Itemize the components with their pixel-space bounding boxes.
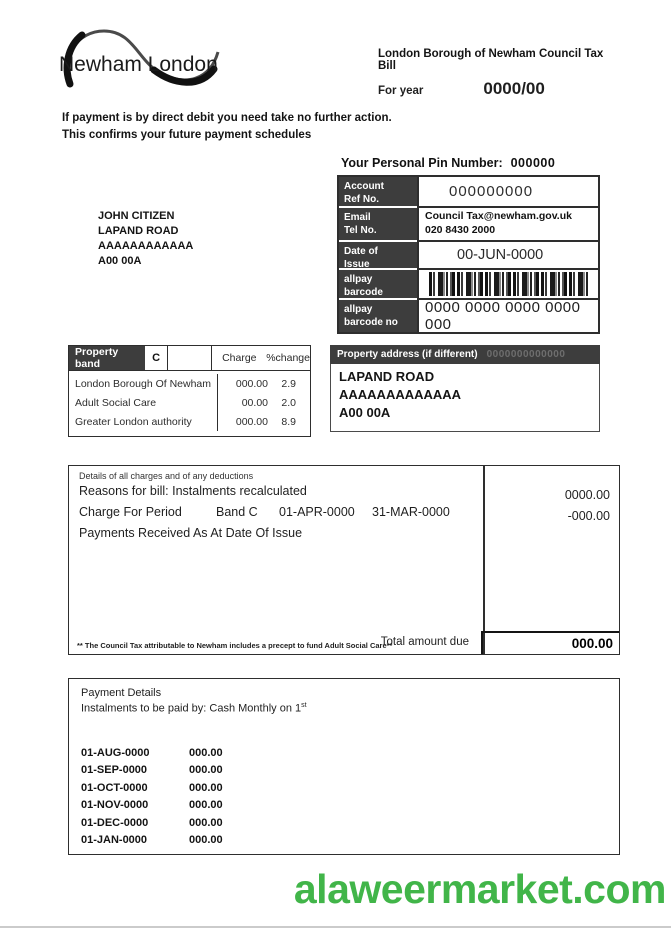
total-amount-due-label: Total amount due: [380, 636, 469, 648]
account-ref-label: Account Ref No.: [339, 177, 417, 208]
charges-amount-divider: [483, 466, 485, 654]
property-band-body: [69, 371, 310, 436]
ordinal-suffix: st: [301, 702, 307, 709]
payment-details-title: Payment Details: [81, 687, 162, 699]
email-tel-value-cell: [417, 208, 598, 242]
tel-value: 020 8430 2000: [425, 224, 496, 236]
allpay-barcode-row: [339, 270, 598, 300]
total-amount-due-value: 000.00: [481, 631, 619, 654]
property-address-box: [330, 345, 600, 432]
property-address-body: [330, 364, 600, 432]
charge-column-header: Charge: [222, 352, 257, 364]
charges-box-title: Details of all charges and of any deductions: [79, 471, 254, 481]
list-item: 01-AUG-0000 000.00: [81, 746, 223, 759]
property-address-line1: LAPAND ROAD: [339, 369, 435, 384]
pin-title-label: Your Personal Pin Number:: [341, 156, 503, 170]
year-value: 0000/00: [483, 79, 545, 98]
pin-value: 000000: [510, 156, 556, 170]
property-address-ref: 0000000000000: [486, 349, 566, 360]
date-of-issue-value: 00-JUN-0000: [457, 247, 544, 263]
charge-period-label: Charge For Period: [79, 505, 182, 519]
charges-detail-area: [69, 466, 619, 549]
charge-period-to: 31-MAR-0000: [372, 505, 450, 519]
pin-title: [341, 156, 555, 170]
charge-reason-line: Reasons for bill: Instalments recalculated: [79, 484, 307, 498]
instalments-list: [81, 745, 607, 850]
property-address-line2: AAAAAAAAAAAAA: [339, 387, 462, 403]
property-address-line3: A00 00A: [339, 405, 391, 421]
allpay-barcode-label: allpay barcode: [339, 270, 417, 300]
charges-box: [68, 465, 620, 655]
recipient-street: LAPAND ROAD: [98, 225, 179, 237]
bill-header: [378, 48, 623, 99]
recipient-line3: AAAAAAAAAAAA: [98, 240, 194, 252]
payments-received-line: Payments Received As At Date Of Issue: [79, 526, 303, 540]
property-band-label: Property band: [69, 346, 145, 370]
account-ref-value: 000000000: [449, 183, 534, 200]
charge-period-band: Band C: [216, 505, 258, 519]
list-item: 01-SEP-0000 000.00: [81, 764, 223, 777]
account-ref-value-cell: [417, 177, 598, 208]
account-info-table: [337, 175, 600, 334]
logo-text: Newham London: [59, 53, 218, 76]
recipient-name: JOHN CITIZEN: [98, 210, 175, 222]
account-ref-row: [339, 177, 598, 208]
table-row: Adult Social Care 00.00 2.0: [69, 393, 310, 412]
newham-london-logo: [56, 22, 236, 106]
property-band-table: [68, 345, 311, 437]
table-row: Greater London authority 000.00 8.9: [69, 412, 310, 431]
date-of-issue-value-cell: [417, 242, 598, 270]
direct-debit-note: If payment is by direct debit you need take no further action. This confirms your future payment schedules: [62, 112, 392, 142]
bill-title: London Borough of Newham Council Tax Bill: [378, 48, 604, 72]
adult-social-care-footnote: ** The Council Tax attributable to Newham includes a precept to fund Adult Social Care**: [77, 641, 393, 650]
watermark-text: alaweermarket.com: [293, 866, 666, 912]
bottom-divider: [0, 926, 671, 928]
date-of-issue-row: [339, 242, 598, 270]
pct-change-column-header: %change: [266, 352, 310, 364]
property-band-value: C: [145, 346, 168, 370]
date-of-issue-label: Date of Issue: [339, 242, 417, 270]
charge-amount-1: 0000.00: [564, 488, 610, 502]
payment-details-box: [68, 678, 620, 855]
allpay-barcode-no-cell: [417, 300, 598, 332]
for-year-row: [378, 79, 623, 99]
recipient-postcode: A00 00A: [98, 255, 142, 267]
property-address-label: Property address (if different): [337, 349, 478, 360]
charge-period-from: 01-APR-0000: [279, 505, 355, 519]
instalments-subtitle: Instalments to be paid by: Cash Monthly on 1st: [81, 702, 307, 715]
barcode-image: [429, 272, 588, 296]
charges-amount-column: [565, 485, 610, 527]
allpay-barcode-no-label: allpay barcode no: [339, 300, 417, 332]
list-item: 01-NOV-0000 000.00: [81, 799, 223, 812]
list-item: 01-DEC-0000 000.00: [81, 816, 223, 829]
allpay-barcode-cell: [417, 270, 598, 300]
property-address-header: [330, 345, 600, 364]
property-band-blank-cell: [168, 346, 212, 370]
email-value: Council Tax@newham.gov.uk: [425, 210, 572, 223]
list-item: 01-OCT-0000 000.00: [81, 781, 223, 794]
recipient-address: [98, 209, 193, 269]
table-row: London Borough Of Newham 000.00 2.9: [69, 374, 310, 393]
charge-amount-2: -000.00: [567, 509, 610, 523]
for-year-label: For year: [378, 85, 424, 97]
email-tel-row: [339, 208, 598, 242]
property-band-header: [69, 346, 310, 371]
allpay-barcode-no-row: [339, 300, 598, 332]
email-tel-label: Email Tel No.: [339, 208, 417, 242]
list-item: 01-JAN-0000 000.00: [81, 834, 223, 847]
allpay-barcode-no-value: 0000 0000 0000 0000 000: [425, 299, 581, 333]
charge-period-line: [79, 502, 609, 523]
